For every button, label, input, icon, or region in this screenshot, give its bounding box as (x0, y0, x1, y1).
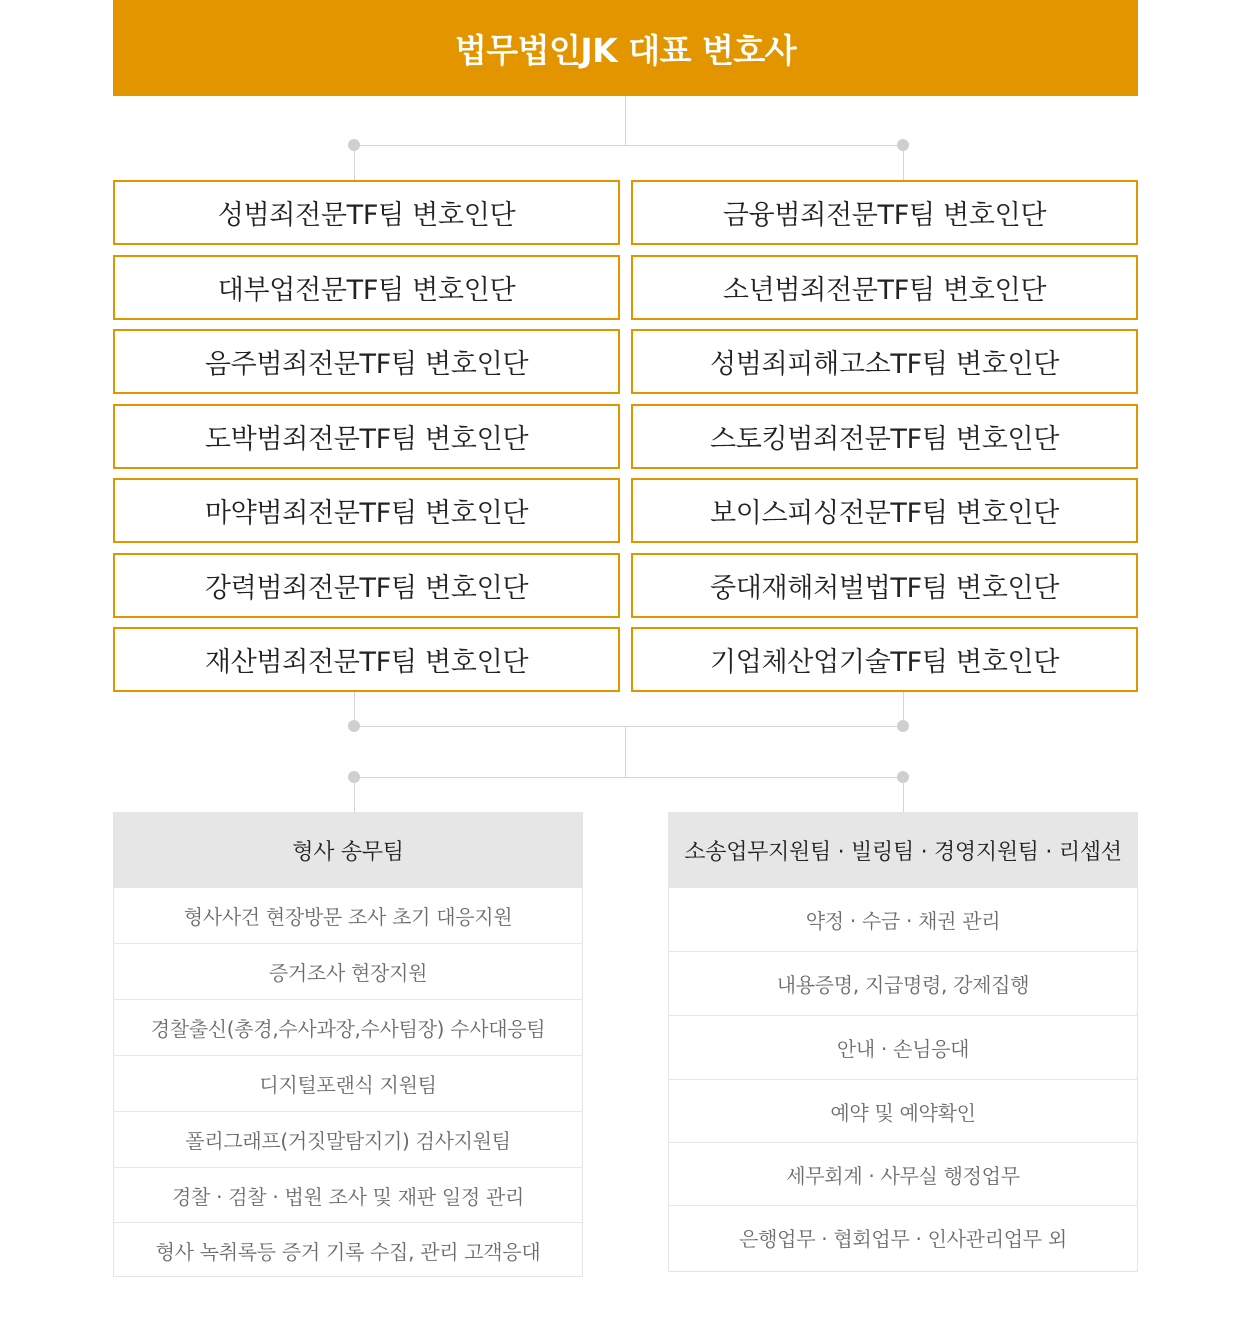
connector-mid-horizontal (354, 726, 903, 727)
team-task-item: 증거조사 현장지원 (114, 943, 582, 999)
tf-team-box-left: 성범죄전문TF팀 변호인단 (113, 180, 620, 245)
criminal-litigation-team-title: 형사 송무팀 (114, 813, 582, 887)
tf-team-box-right: 소년범죄전문TF팀 변호인단 (631, 255, 1138, 320)
tf-team-box-right: 기업체산업기술TF팀 변호인단 (631, 627, 1138, 692)
team-task-item: 은행업무 · 협회업무 · 인사관리업무 외 (669, 1205, 1137, 1269)
connector-dot-mid-right (897, 720, 909, 732)
representative-lawyer-header: 법무법인JK 대표 변호사 (113, 0, 1138, 96)
tf-team-box-right: 성범죄피해고소TF팀 변호인단 (631, 329, 1138, 394)
team-task-item: 경찰출신(총경,수사과장,수사팀장) 수사대응팀 (114, 999, 582, 1055)
tf-team-box-left: 음주범죄전문TF팀 변호인단 (113, 329, 620, 394)
connector-header-vertical (625, 96, 626, 145)
team-task-item: 형사사건 현장방문 조사 초기 대응지원 (114, 887, 582, 943)
criminal-litigation-team-panel (113, 812, 583, 1277)
connector-top-horizontal (354, 145, 903, 146)
connector-bottom-left-drop (354, 777, 355, 812)
team-task-item: 안내 · 손님응대 (669, 1015, 1137, 1079)
team-task-item: 형사 녹취록등 증거 기록 수집, 관리 고객응대 (114, 1222, 582, 1277)
tf-team-box-right: 금융범죄전문TF팀 변호인단 (631, 180, 1138, 245)
connector-dot-top-left (348, 139, 360, 151)
tf-team-box-right: 보이스피싱전문TF팀 변호인단 (631, 478, 1138, 543)
connector-bottom-horizontal (354, 777, 903, 778)
tf-team-box-left: 마약범죄전문TF팀 변호인단 (113, 478, 620, 543)
tf-team-box-left: 강력범죄전문TF팀 변호인단 (113, 553, 620, 618)
connector-bottom-right-drop (903, 777, 904, 812)
connector-mid-vertical (625, 726, 626, 777)
litigation-support-team-panel (668, 812, 1138, 1272)
team-task-item: 디지털포랜식 지원팀 (114, 1055, 582, 1111)
team-task-item: 약정 · 수금 · 채권 관리 (669, 887, 1137, 951)
team-task-item: 세무회계 · 사무실 행정업무 (669, 1142, 1137, 1205)
team-task-item: 폴리그래프(거짓말탐지기) 검사지원팀 (114, 1111, 582, 1167)
team-task-item: 경찰 · 검찰 · 법원 조사 및 재판 일정 관리 (114, 1167, 582, 1222)
tf-team-box-right: 중대재해처벌법TF팀 변호인단 (631, 553, 1138, 618)
connector-dot-top-right (897, 139, 909, 151)
team-task-item: 내용증명, 지급명령, 강제집행 (669, 951, 1137, 1015)
tf-team-box-left: 대부업전문TF팀 변호인단 (113, 255, 620, 320)
connector-dot-mid-left (348, 720, 360, 732)
tf-team-box-right: 스토킹범죄전문TF팀 변호인단 (631, 404, 1138, 469)
tf-team-box-left: 도박범죄전문TF팀 변호인단 (113, 404, 620, 469)
litigation-support-team-title: 소송업무지원팀 · 빌링팀 · 경영지원팀 · 리셉션 (669, 813, 1137, 887)
team-task-item: 예약 및 예약확인 (669, 1079, 1137, 1142)
tf-team-box-left: 재산범죄전문TF팀 변호인단 (113, 627, 620, 692)
